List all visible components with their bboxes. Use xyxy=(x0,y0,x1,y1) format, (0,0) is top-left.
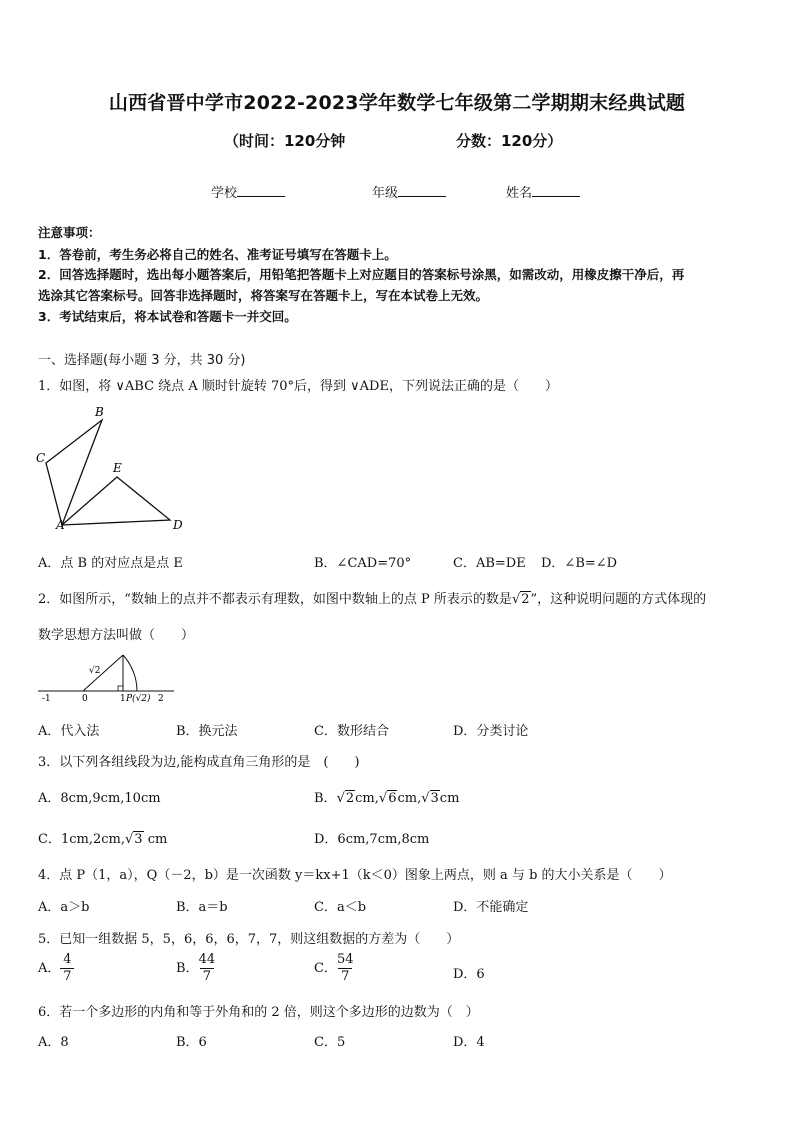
q3-option-b: B．√2cm,√6cm,√3cm xyxy=(314,791,460,806)
q4-option-d: D．不能确定 xyxy=(453,900,529,915)
sqrt2-label: √2 xyxy=(89,666,101,676)
grade-label: 年级 xyxy=(372,186,399,201)
q2-option-b: B．换元法 xyxy=(176,724,238,739)
q4-option-b: B．a＝b xyxy=(176,900,228,915)
name-label: 姓名 xyxy=(506,186,533,201)
triangle-abc xyxy=(46,420,102,525)
exam-score: 分数：120分） xyxy=(456,132,563,150)
question-5-stem: 5．已知一组数据 5，5，6，6，6，7，7，则这组数据的方差为（ ） xyxy=(38,932,460,947)
label-b: B xyxy=(95,405,104,419)
q6-option-c: C．5 xyxy=(314,1035,346,1050)
q6-option-b: B．6 xyxy=(176,1035,207,1050)
tick-2: 2 xyxy=(158,694,164,704)
q6-option-a: A．8 xyxy=(38,1035,69,1050)
school-label: 学校 xyxy=(211,186,238,201)
q3-option-c: C．1cm,2cm,√3 cm xyxy=(38,832,168,847)
q3-option-d: D．6cm,7cm,8cm xyxy=(314,832,430,847)
question-2-stem-2: 数学思想方法叫做（ ） xyxy=(38,628,195,643)
name-blank xyxy=(532,184,580,197)
label-e: E xyxy=(113,461,122,475)
question-1-stem: 1．如图，将 ∨ABC 绕点 A 顺时针旋转 70°后，得到 ∨ADE，下列说法正确的是（ ） xyxy=(38,379,558,394)
question-2-stem xyxy=(38,588,706,607)
q5-option-a: A． $\frac{4}{7}$ xyxy=(38,952,74,985)
question-3-stem: 3．以下列各组线段为边,能构成直角三角形的是 ( ) xyxy=(38,755,360,770)
q2-stem-b: ”，这种说明问题的方式体现的 xyxy=(530,592,707,607)
fraction: $\frac{4}{7}$ xyxy=(60,952,74,985)
q2-number-line xyxy=(36,650,176,706)
school-blank xyxy=(237,184,285,197)
right-angle-mark xyxy=(118,686,123,691)
notice-item-3: 3．考试结束后，将本试卷和答题卡一并交回。 xyxy=(38,309,297,324)
q4-option-c: C．a＜b xyxy=(314,900,367,915)
question-4-stem: 4．点 P（1，a），Q（－2，b）是一次函数 y＝kx+1（k＜0）图象上两点，则 a 与 b 的大小关系是（ ） xyxy=(38,868,672,883)
notice-item-2b: 选涂其它答案标号。回答非选择题时，将答案写在答题卡上，写在本试卷上无效。 xyxy=(38,288,489,303)
q2-option-c: C．数形结合 xyxy=(314,724,389,739)
fraction: $\frac{54}{7}$ xyxy=(336,952,354,984)
q1-figure xyxy=(30,400,190,534)
fraction: $\frac{44}{7}$ xyxy=(198,952,216,984)
notice-item-2a: 2．回答选择题时，选出每小题答案后，用铅笔把答题卡上对应题目的答案标号涂黑，如需改动，用橡皮擦干净后，再 xyxy=(38,267,685,282)
q5-option-b: B． $\frac{44}{7}$ xyxy=(176,952,216,984)
page-title: 山西省晋中学市2022-2023学年数学七年级第二学期期末经典试题 xyxy=(108,92,686,114)
q3-option-a: A．8cm,9cm,10cm xyxy=(38,791,161,806)
q5-option-c: C． $\frac{54}{7}$ xyxy=(314,952,354,984)
q2-stem-a: 2．如图所示，“数轴上的点并不都表示有理数，如图中数轴上的点 P 所表示的数是 xyxy=(38,592,512,607)
tick-1: 1 xyxy=(120,694,126,704)
notice-heading: 注意事项： xyxy=(38,225,101,240)
school-field xyxy=(211,182,285,201)
q2-option-d: D．分类讨论 xyxy=(453,724,529,739)
q1-option-a: A．点 B 的对应点是点 E xyxy=(38,556,183,571)
tick-0: 0 xyxy=(82,694,88,704)
q2-option-a: A．代入法 xyxy=(38,724,100,739)
q1-option-c: C．AB=DE xyxy=(453,556,526,571)
q4-option-a: A．a＞b xyxy=(38,900,90,915)
name-field xyxy=(506,182,580,201)
exam-time: （时间：120分钟 xyxy=(224,132,346,150)
q6-option-d: D．4 xyxy=(453,1035,485,1050)
label-a: A xyxy=(56,518,65,532)
tick-minus-1: -1 xyxy=(42,694,51,704)
point-p-label: P(√2) xyxy=(126,694,151,704)
label-d: D xyxy=(173,518,183,532)
question-6-stem: 6．若一个多边形的内角和等于外角和的 2 倍，则这个多边形的边数为（ ） xyxy=(38,1005,479,1020)
label-c: C xyxy=(36,451,46,465)
q1-option-d: D．∠B=∠D xyxy=(541,556,618,571)
notice-item-1: 1．答卷前，考生务必将自己的姓名、准考证号填写在答题卡上。 xyxy=(38,247,397,262)
sqrt-2: √2 xyxy=(511,592,530,607)
q1-option-b: B．∠CAD=70° xyxy=(314,556,412,571)
compass-arc xyxy=(123,655,137,691)
section-heading: 一、选择题(每小题 3 分，共 30 分) xyxy=(38,353,246,368)
q5-option-d: D．6 xyxy=(453,967,485,982)
grade-field xyxy=(372,182,446,201)
grade-blank xyxy=(398,184,446,197)
